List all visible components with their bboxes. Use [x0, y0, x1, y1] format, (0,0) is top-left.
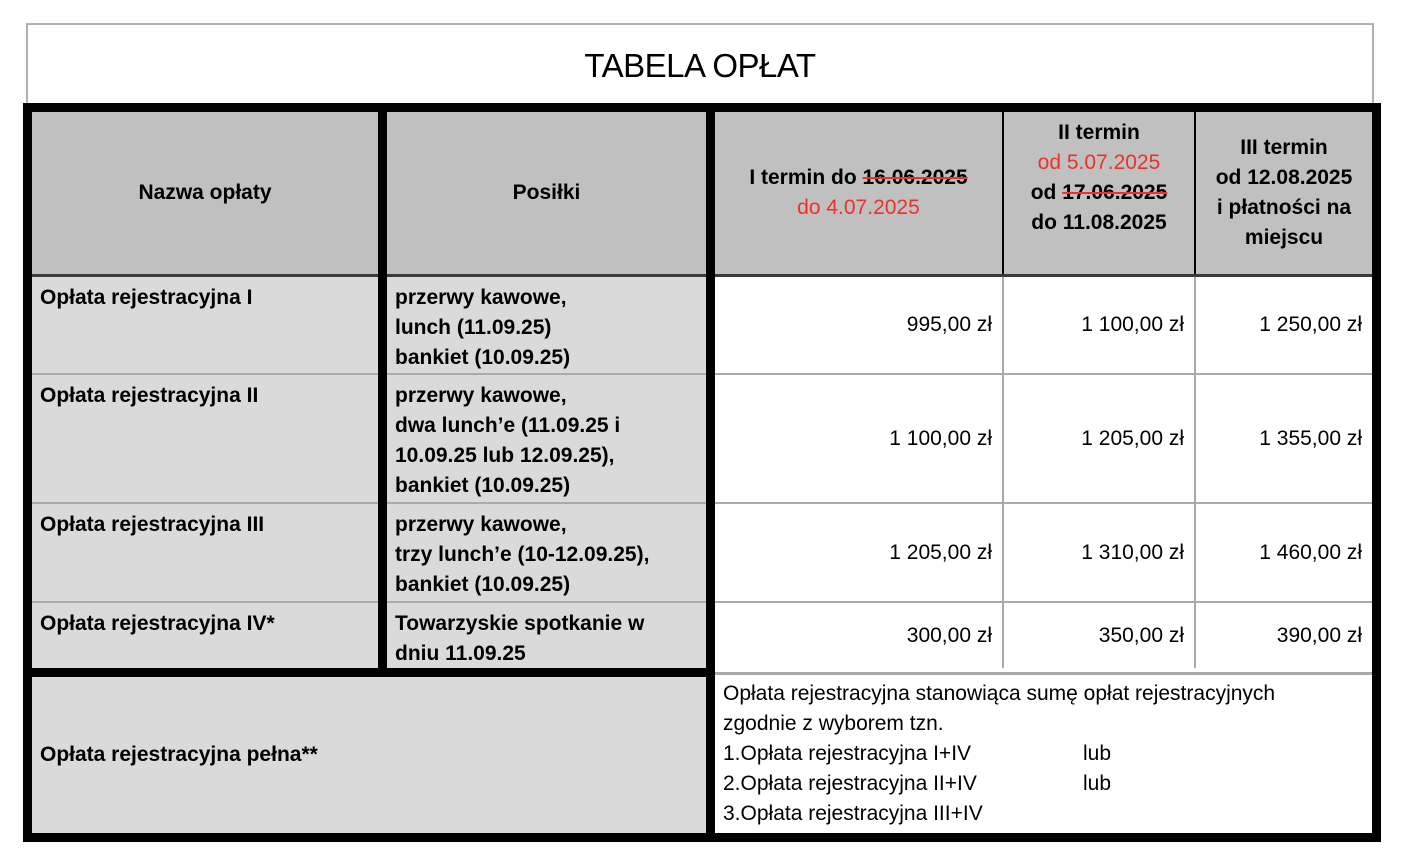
option-text: 2.Opłata rejestracyjna II+IV [723, 772, 977, 795]
header-name-label: Nazwa opłaty [138, 181, 272, 204]
row-3-name [32, 504, 378, 601]
header-name [32, 112, 378, 274]
row-1-meals [387, 277, 706, 373]
row-1-price-term3 [1196, 277, 1372, 373]
term1-new-date: do 4.07.2025 [797, 196, 920, 219]
row-4-price-term1 [715, 603, 1002, 668]
row-3-meals [387, 504, 706, 601]
note-option-1 [723, 739, 1364, 769]
meal-line: Towarzyskie spotkanie w [395, 612, 645, 635]
meal-line: bankiet (10.09.25) [395, 474, 571, 497]
term2-to: do 11.08.2025 [1031, 211, 1167, 234]
row-1-name [32, 277, 378, 373]
term2-old-from: 17.06.2025 [1062, 181, 1168, 204]
price-value: 1 205,00 zł [1081, 426, 1184, 450]
header-meals-label: Posiłki [512, 181, 581, 204]
price-value: 1 100,00 zł [1081, 313, 1184, 336]
note-line: Opłata rejestracyjna stanowiąca sumę opłat rejestracyjnych [723, 682, 1276, 705]
meal-line: przerwy kawowe, [395, 286, 567, 309]
note-option-2 [723, 769, 1364, 799]
meal-line: dwa lunch’e (11.09.25 i [395, 414, 621, 437]
row-2-name-text: Opłata rejestracyjna II [40, 384, 259, 407]
row-1-price-term2 [1004, 277, 1194, 373]
note-line: zgodnie z wyborem tzn. [723, 712, 944, 735]
full-fee-note [715, 675, 1372, 833]
term3-from: od 12.08.2025 [1215, 166, 1353, 189]
row-4-name [32, 603, 378, 668]
meal-line: przerwy kawowe, [395, 384, 567, 407]
row-3-price-term1 [715, 504, 1002, 601]
fee-table [23, 103, 1381, 842]
price-value: 1 460,00 zł [1259, 540, 1362, 564]
meal-line: lunch (11.09.25) [395, 316, 552, 339]
meal-line: dniu 11.09.25 [395, 642, 526, 665]
term3-line4: miejscu [1244, 226, 1324, 249]
header-term1 [715, 112, 1002, 274]
price-value: 1 310,00 zł [1081, 540, 1184, 564]
row-2-price-term2 [1004, 375, 1194, 502]
meal-line: przerwy kawowe, [395, 513, 567, 536]
row-1-price-term1 [715, 277, 1002, 373]
option-text: 1.Opłata rejestracyjna I+IV [723, 742, 972, 765]
term2-label: II termin [1058, 121, 1140, 144]
row-2-price-term3 [1196, 375, 1372, 502]
price-value: 390,00 zł [1276, 623, 1362, 647]
price-value: 300,00 zł [906, 623, 992, 647]
price-value: 1 355,00 zł [1259, 426, 1362, 450]
price-value: 1 100,00 zł [889, 426, 992, 450]
option-suffix: lub [1083, 742, 1112, 765]
meal-line: bankiet (10.09.25) [395, 573, 571, 596]
term2-from-prefix: od [1030, 181, 1063, 204]
option-text: 3.Opłata rejestracyjna III+IV [723, 802, 983, 825]
price-value: 1 205,00 zł [889, 540, 992, 564]
price-value: 350,00 zł [1098, 623, 1184, 647]
meal-line: bankiet (10.09.25) [395, 346, 571, 369]
full-fee-name [32, 677, 706, 833]
row-4-name-text: Opłata rejestracyjna IV* [40, 612, 275, 635]
row-2-price-term1 [715, 375, 1002, 502]
header-term2 [1004, 112, 1194, 274]
row-3-price-term2 [1004, 504, 1194, 601]
row-1-name-text: Opłata rejestracyjna I [40, 286, 253, 309]
term2-new-from: od 5.07.2025 [1037, 151, 1161, 174]
row-4-meals [387, 603, 706, 668]
meal-line: trzy lunch’e (10-12.09.25), [395, 543, 650, 566]
price-value: 1 250,00 zł [1259, 313, 1362, 336]
row-2-name [32, 375, 378, 502]
meal-line: 10.09.25 lub 12.09.25), [395, 444, 615, 467]
row-4-price-term2 [1004, 603, 1194, 668]
full-fee-name-text: Opłata rejestracyjna pełna** [40, 743, 318, 766]
page-title: TABELA OPŁAT [584, 47, 816, 84]
row-3-name-text: Opłata rejestracyjna III [40, 513, 265, 536]
row-4-price-term3 [1196, 603, 1372, 668]
note-option-3 [723, 799, 1364, 829]
row-2-meals [387, 375, 706, 502]
price-value: 995,00 zł [906, 313, 992, 336]
option-suffix: lub [1083, 772, 1112, 795]
term1-prefix: I termin do [749, 166, 863, 189]
header-meals [387, 112, 706, 274]
row-3-price-term3 [1196, 504, 1372, 601]
term3-label: III termin [1240, 136, 1328, 159]
header-term3 [1196, 112, 1372, 274]
term3-line3: i płatności na [1216, 196, 1352, 219]
title-box [26, 23, 1374, 103]
term1-old-date: 16.06.2025 [862, 166, 968, 189]
